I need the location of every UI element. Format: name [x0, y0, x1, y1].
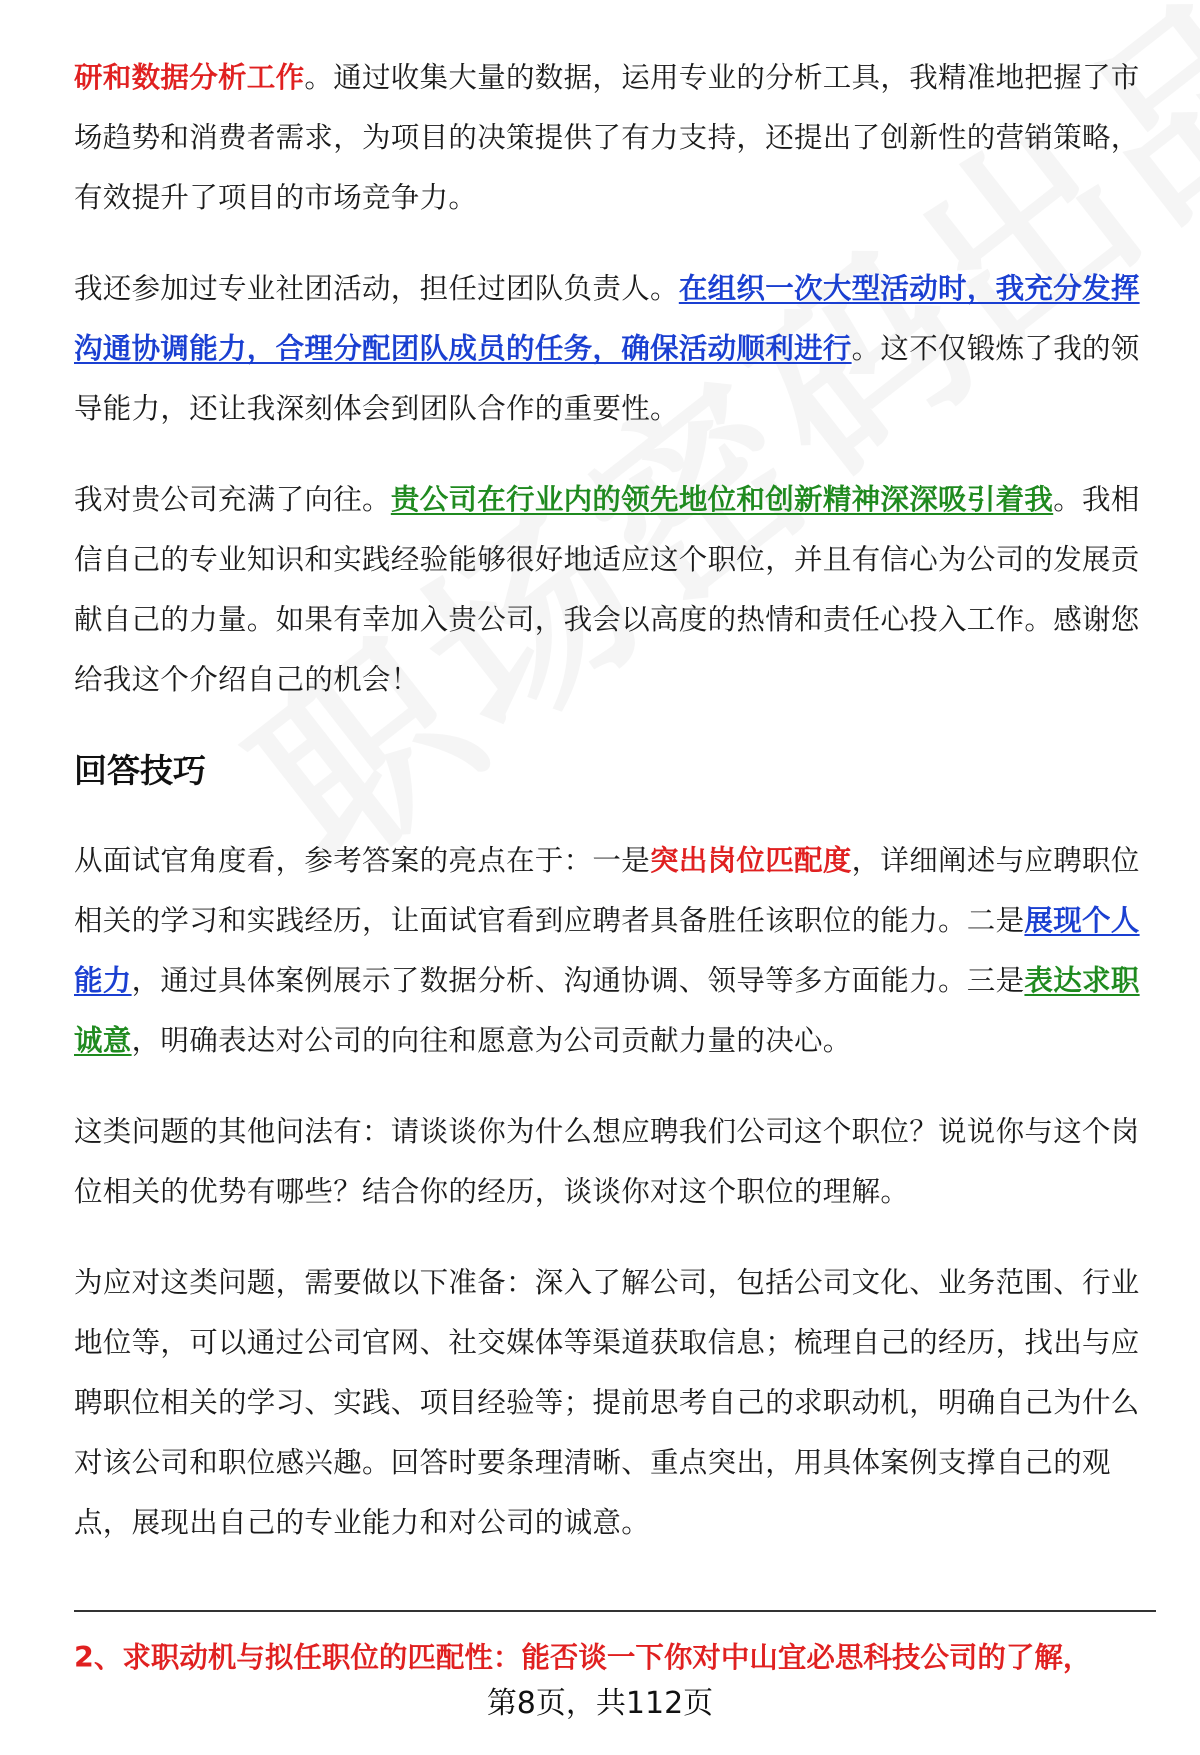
paragraph-motivation: [74, 470, 1146, 710]
paragraph-preparation: 为应对这类问题，需要做以下准备：深入了解公司，包括公司文化、业务范围、行业地位等，可以通过公司官网、社交媒体等渠道获取信息；梳理自己的经历，找出与应聘职位相关的学习、实践、项目经验等；提前思考自己的求职动机，明确自己为什么对该公司和职位感兴趣。回答时要条理清晰、重点突出，用具体案例支撑自己的观点，展现出自己的专业能力和对公司的诚意。: [74, 1266, 1140, 1539]
page-number: 第8页，共112页: [486, 1686, 714, 1721]
paragraph-text: 从面试官角度看，参考答案的亮点在于：一是: [74, 844, 651, 877]
paragraph-text: 。我相信自己的专业知识和实践经验能够很好地适应这个职位，并且有信心为公司的发展贡献自己的力量。如果有幸加入贵公司，我会以高度的热情和责任心投入工作。感谢您给我这个介绍自己的机会！: [74, 483, 1140, 696]
highlight-blue: 展现个人能力: [74, 904, 1140, 997]
paragraph-text: 我对贵公司充满了向往。: [74, 483, 391, 516]
highlight-green: 贵公司在行业内的领先地位和创新精神深深吸引着我: [390, 483, 1054, 516]
paragraph-text: ，详细阐述与应聘职位相关的学习和实践经历，让面试官看到应聘者具备胜任该职位的能力。二是: [74, 844, 1140, 937]
paragraph-club-activity: [74, 259, 1146, 439]
divider: [74, 1610, 1156, 1612]
paragraph-text: 。这不仅锻炼了我的领导能力，还让我深刻体会到团队合作的重要性。: [74, 332, 1140, 425]
highlight-blue: 在组织一次大型活动时，我充分发挥沟通协调能力，合理分配团队成员的任务，确保活动顺利进行: [74, 272, 1140, 365]
highlight-red: 研和数据分析工作: [74, 61, 305, 94]
paragraph-text: ，明确表达对公司的向往和愿意为公司贡献力量的决心。: [131, 1024, 852, 1057]
paragraph-text: 。通过收集大量的数据，运用专业的分析工具，我精准地把握了市场趋势和消费者需求，为项目的决策提供了有力支持，还提出了创新性的营销策略，有效提升了项目的市场竞争力。: [74, 61, 1140, 214]
next-question-heading: 2、求职动机与拟任职位的匹配性：能否谈一下你对中山宜必思科技公司的了解，: [74, 1641, 1092, 1674]
paragraph-experience: [74, 48, 1146, 228]
paragraph-text: 我还参加过专业社团活动，担任过团队负责人。: [74, 272, 679, 305]
highlight-red: 突出岗位匹配度: [650, 844, 852, 877]
highlight-green: 表达求职诚意: [74, 964, 1140, 1057]
section-title: 回答技巧: [74, 751, 206, 790]
paragraph-other-questions: 这类问题的其他问法有：请谈谈你为什么想应聘我们公司这个职位？说说你与这个岗位相关的优势有哪些？结合你的经历，谈谈你对这个职位的理解。: [74, 1115, 1140, 1208]
paragraph-highlights: [74, 831, 1146, 1071]
paragraph-text: ，通过具体案例展示了数据分析、沟通协调、领导等多方面能力。三是: [131, 964, 1025, 997]
main-content: [74, 48, 1146, 1584]
